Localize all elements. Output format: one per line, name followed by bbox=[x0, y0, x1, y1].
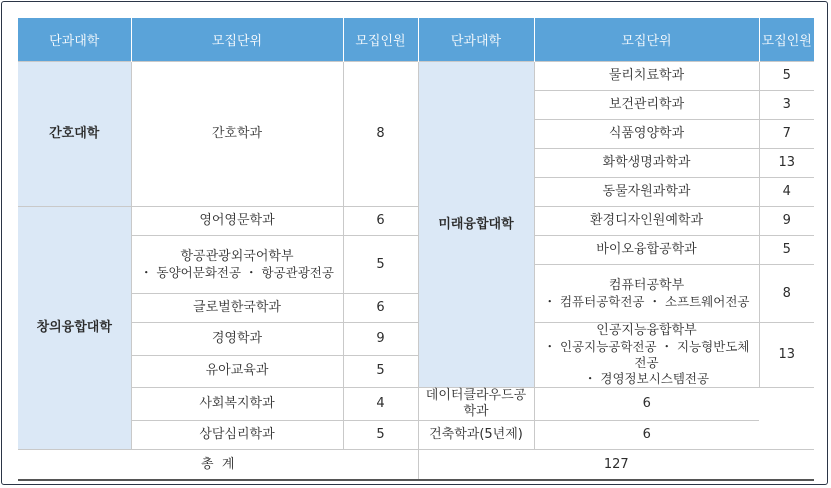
count-cell: 5 bbox=[343, 236, 418, 294]
count-cell: 5 bbox=[343, 355, 418, 388]
table-row bbox=[18, 207, 814, 236]
unit-cell-multiline bbox=[534, 323, 759, 388]
header-unit-right: 모집단위 bbox=[534, 18, 759, 62]
count-cell: 6 bbox=[534, 421, 759, 450]
unit-cell: 상담심리학과 bbox=[131, 421, 343, 450]
unit-cell: 글로벌한국학과 bbox=[131, 294, 343, 323]
unit-cell-multiline bbox=[131, 236, 343, 294]
total-label: 총 계 bbox=[18, 450, 418, 481]
unit-subtitle: ・ 동양어문화전공 ・ 항공관광전공 bbox=[140, 264, 334, 280]
unit-cell: 동물자원과학과 bbox=[534, 178, 759, 207]
college-changui: 창의융합대학 bbox=[18, 207, 131, 450]
unit-cell: 환경디자인원예학과 bbox=[534, 207, 759, 236]
count-cell: 9 bbox=[343, 323, 418, 356]
table-row bbox=[18, 236, 814, 265]
unit-title: 항공관광외국어학부 bbox=[180, 248, 294, 264]
unit-cell: 식품영양학과 bbox=[534, 120, 759, 149]
admission-quota-table bbox=[18, 18, 814, 481]
unit-cell: 경영학과 bbox=[131, 323, 343, 356]
count-cell: 8 bbox=[759, 265, 814, 323]
unit-subtitle: ・ 인공지능공학전공 ・ 지능형반도체전공 bbox=[543, 339, 750, 370]
count-cell: 6 bbox=[343, 294, 418, 323]
unit-cell: 사회복지학과 bbox=[131, 388, 343, 421]
count-cell: 6 bbox=[343, 207, 418, 236]
table-header-row bbox=[18, 18, 814, 62]
unit-cell: 건축학과(5년제) bbox=[418, 421, 534, 450]
header-college-right: 단과대학 bbox=[418, 18, 534, 62]
unit-cell: 화학생명과학과 bbox=[534, 149, 759, 178]
count-cell: 5 bbox=[759, 62, 814, 91]
table-row bbox=[18, 323, 814, 356]
header-unit-left: 모집단위 bbox=[131, 18, 343, 62]
header-college-left: 단과대학 bbox=[18, 18, 131, 62]
count-cell: 3 bbox=[759, 91, 814, 120]
college-mirae: 미래융합대학 bbox=[418, 62, 534, 388]
unit-cell: 데이터클라우드공학과 bbox=[418, 388, 534, 421]
unit-cell: 바이오융합공학과 bbox=[534, 236, 759, 265]
count-cell: 4 bbox=[343, 388, 418, 421]
count-cell: 5 bbox=[343, 421, 418, 450]
count-cell: 5 bbox=[759, 236, 814, 265]
unit-cell-multiline bbox=[534, 265, 759, 323]
table-row bbox=[18, 388, 814, 421]
count-cell: 13 bbox=[759, 149, 814, 178]
header-count-right: 모집인원 bbox=[759, 18, 814, 62]
unit-cell: 물리치료학과 bbox=[534, 62, 759, 91]
unit-title: 인공지능융합학부 bbox=[596, 323, 697, 338]
count-cell: 6 bbox=[534, 388, 759, 421]
unit-cell: 보건관리학과 bbox=[534, 91, 759, 120]
unit-nursing: 간호학과 bbox=[131, 62, 343, 207]
total-value: 127 bbox=[418, 450, 814, 481]
unit-subtitle: ・ 컴퓨터공학전공 ・ 소프트웨어전공 bbox=[543, 293, 750, 309]
total-row bbox=[18, 450, 814, 481]
unit-cell: 영어영문학과 bbox=[131, 207, 343, 236]
unit-title: 컴퓨터공학부 bbox=[608, 277, 685, 293]
count-cell: 4 bbox=[759, 178, 814, 207]
college-nursing: 간호대학 bbox=[18, 62, 131, 207]
count-nursing: 8 bbox=[343, 62, 418, 207]
unit-subtitle-2: ・ 경영정보시스템전공 bbox=[583, 371, 710, 386]
table-row bbox=[18, 62, 814, 91]
unit-cell: 유아교육과 bbox=[131, 355, 343, 388]
header-count-left: 모집인원 bbox=[343, 18, 418, 62]
table-row bbox=[18, 421, 814, 450]
count-cell: 7 bbox=[759, 120, 814, 149]
count-cell: 9 bbox=[759, 207, 814, 236]
count-cell: 13 bbox=[759, 323, 814, 388]
